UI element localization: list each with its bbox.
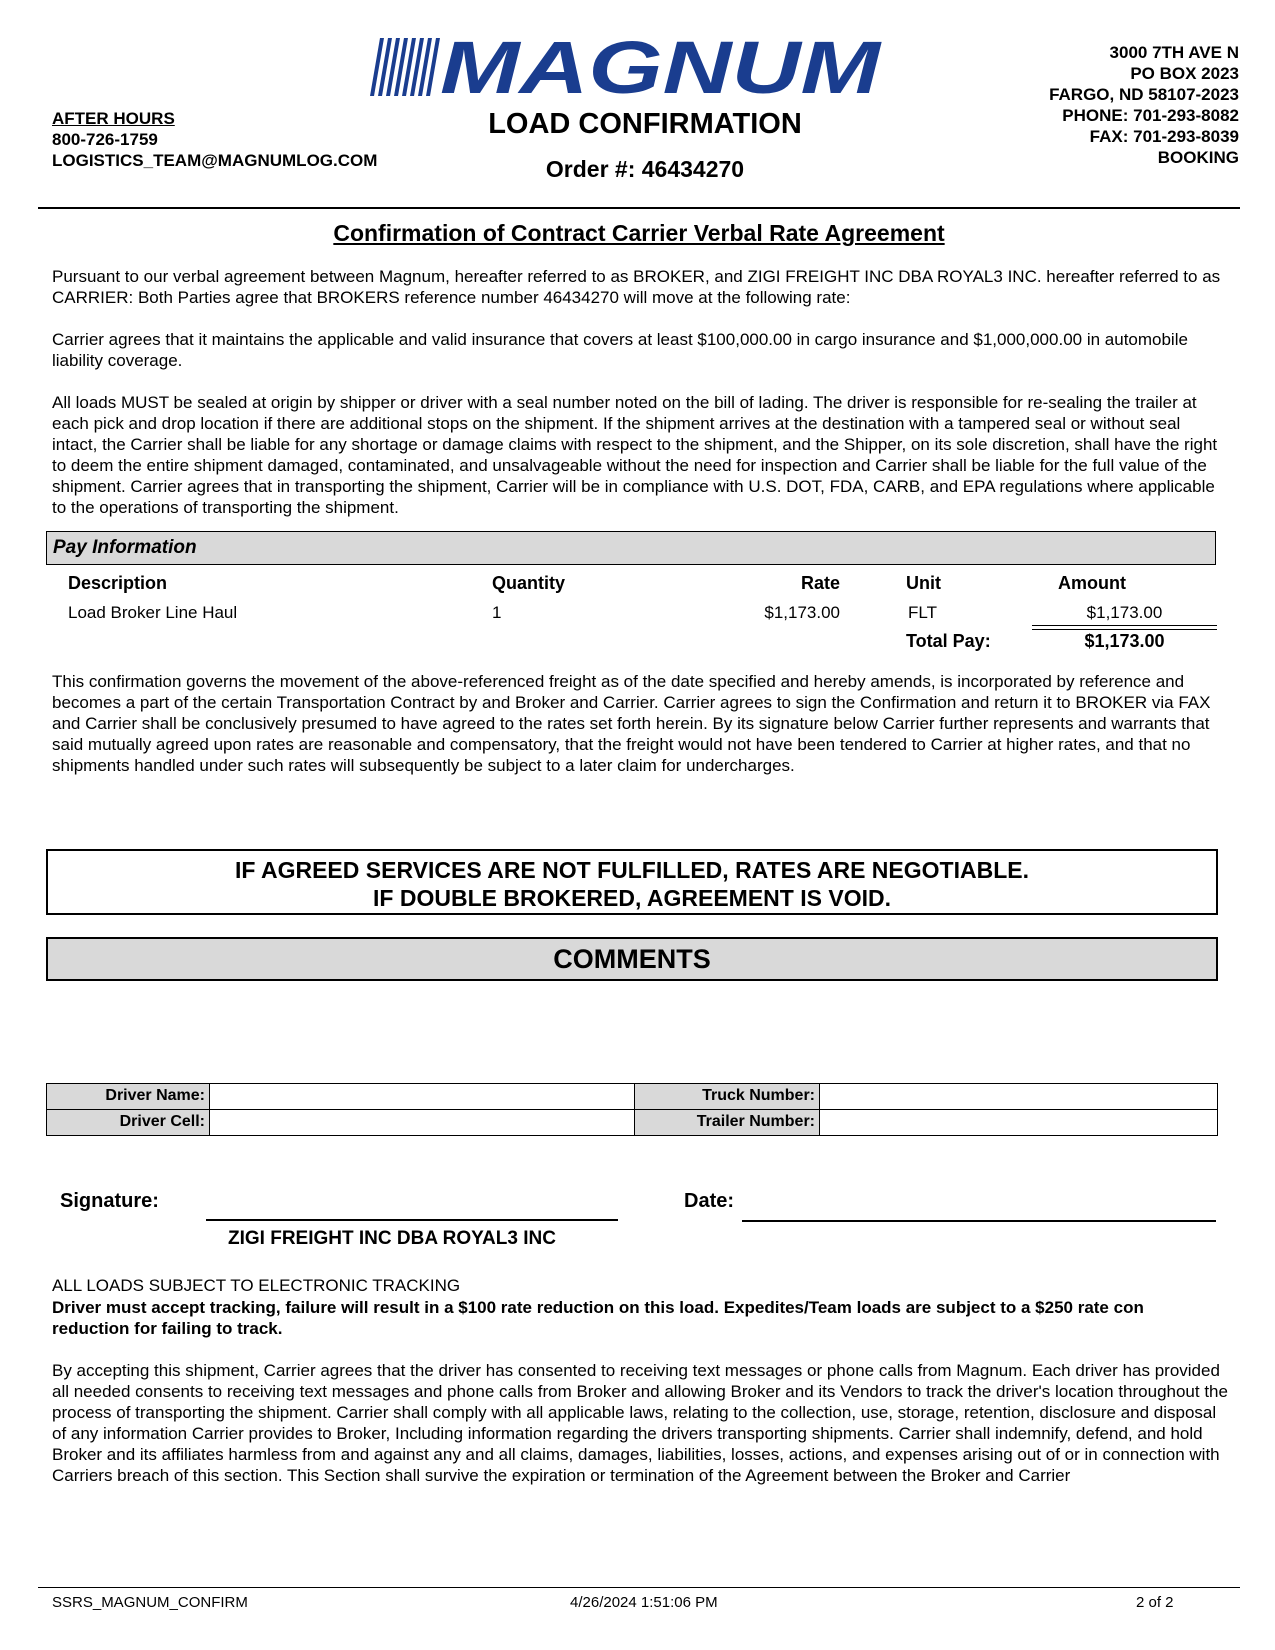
address-phone: PHONE: 701-293-8082	[1062, 106, 1239, 125]
driver-name-field[interactable]	[209, 1083, 635, 1110]
row-unit: FLT	[908, 603, 937, 622]
address-line: FARGO, ND 58107-2023	[1049, 85, 1239, 104]
comments-title: COMMENTS	[553, 944, 711, 974]
col-rate: Rate	[800, 573, 840, 593]
driver-name-label: Driver Name:	[46, 1083, 210, 1110]
trailer-number-label: Trailer Number:	[634, 1109, 820, 1136]
notice-line-2: IF DOUBLE BROKERED, AGREEMENT IS VOID.	[373, 885, 891, 911]
pay-information-header	[46, 531, 1216, 565]
col-description: Description	[68, 573, 168, 593]
logo-text: MAGNUM	[440, 38, 882, 96]
date-line[interactable]	[742, 1220, 1216, 1222]
after-hours-phone: 800-726-1759	[52, 130, 158, 149]
truck-number-label: Truck Number:	[634, 1083, 820, 1110]
trailer-number-field[interactable]	[819, 1109, 1218, 1136]
row-description: Load Broker Line Haul	[68, 603, 238, 622]
truck-number-field[interactable]	[819, 1083, 1218, 1110]
after-hours-label: AFTER HOURS	[52, 109, 175, 128]
col-quantity: Quantity	[492, 573, 566, 593]
notice-line-1: IF AGREED SERVICES ARE NOT FULFILLED, RATES ARE NEGOTIABLE.	[235, 857, 1029, 883]
address-fax: FAX: 701-293-8039	[1089, 127, 1239, 146]
report-name: SSRS_MAGNUM_CONFIRM	[52, 1594, 248, 1611]
col-amount: Amount	[1058, 573, 1126, 593]
col-unit: Unit	[906, 573, 941, 593]
insurance-paragraph: Carrier agrees that it maintains the applicable and valid insurance that covers at least $100,000.00 in cargo insurance and $1,000,000.00 in automobile liability coverage.	[52, 330, 1188, 370]
after-hours-email: LOGISTICS_TEAM@MAGNUMLOG.COM	[52, 151, 378, 170]
agreement-title: Confirmation of Contract Carrier Verbal Rate Agreement	[333, 220, 945, 246]
governs-paragraph: This confirmation governs the movement of the above-referenced freight as of the date specified and hereby amends, is incorporated by reference and becomes a part of the certain Transportation Contract by and Broker and Carrier. Carrier agrees to sign the Confirmation and return it to BROKER via FAX and Carrier shall be conclusively presumed to have agreed to the rates set forth herein. By its signature below Carrier further represents and warrants that said mutually agreed upon rates are reasonable and compensatory, that the freight would not have been tendered to Carrier at higher rates, and that no shipments handled under such rates will subsequently be subject to a later claim for undercharges.	[52, 672, 1211, 775]
address-line: 3000 7TH AVE N	[1109, 43, 1239, 62]
tracking-warning: Driver must accept tracking, failure will result in a $100 rate reduction on this load. Expedites/Team loads are subject to a $250 rate con reduction for failing to track.	[52, 1298, 1144, 1338]
address-line: PO BOX 2023	[1130, 64, 1239, 83]
carrier-name: ZIGI FREIGHT INC DBA ROYAL3 INC	[228, 1228, 556, 1249]
consent-paragraph: By accepting this shipment, Carrier agrees that the driver has consented to receiving text messages or phone calls from Magnum. Each driver has provided all needed consents to receiving text messages and phone calls from Broker and allowing Broker and its Vendors to track the driver's location throughout the process of transporting the shipment. Carrier shall comply with all applicable laws, relating to the collection, use, storage, retention, disclosure and disposal of any information Carrier provides to Broker, Including information regarding the drivers transporting shipments. Carrier shall indemnify, defend, and hold Broker and its affiliates harmless from and against any and all claims, damages, liabilities, losses, actions, and expenses arising out of or in connection with Carriers breach of this section. This Section shall survive the expiration or termination of the Agreement between the Broker and Carrier	[52, 1361, 1228, 1485]
total-double-rule	[1032, 625, 1217, 630]
signature-label: Signature:	[60, 1190, 159, 1212]
seal-paragraph: All loads MUST be sealed at origin by shipper or driver with a seal number noted on the bill of lading. The driver is responsible for re-sealing the trailer at each pick and drop location if there are additional stops on the shipment. If the shipment arrives at the destination with a tampered seal or without seal intact, the Carrier shall be liable for any shortage or damage claims with respect to the shipment, and the Shipper, on its sole discretion, shall have the right to deem the entire shipment damaged, contaminated, and unsalvageable without the need for inspection and Carrier shall be liable for the full value of the shipment. Carrier agrees that in transporting the shipment, Carrier will be in compliance with U.S. DOT, FDA, CARB, and EPA regulations where applicable to the operations of transporting the shipment.	[52, 393, 1218, 517]
date-label: Date:	[684, 1190, 735, 1212]
row-amount: $1,173.00	[1086, 603, 1163, 622]
agreement-paragraph: Pursuant to our verbal agreement between Magnum, hereafter referred to as BROKER, and ZIGI FREIGHT INC DBA ROYAL3 INC. hereafter referred to as CARRIER: Both Parties agree that BROKERS reference number 46434270 will move at the following rate:	[52, 267, 1221, 307]
print-timestamp: 4/26/2024 1:51:06 PM	[570, 1594, 718, 1611]
driver-cell-label: Driver Cell:	[46, 1109, 210, 1136]
page-title: LOAD CONFIRMATION	[488, 108, 802, 140]
header-divider	[38, 207, 1240, 209]
total-pay-label: Total Pay:	[906, 631, 991, 651]
total-pay-value: $1,173.00	[1084, 631, 1165, 651]
notice-box	[46, 849, 1218, 915]
pay-information-title: Pay Information	[53, 537, 197, 558]
signature-line[interactable]	[206, 1219, 618, 1221]
address-booking: BOOKING	[1157, 148, 1239, 167]
row-rate: $1,173.00	[764, 603, 840, 622]
tracking-title: ALL LOADS SUBJECT TO ELECTRONIC TRACKING	[52, 1276, 461, 1295]
after-hours-block	[52, 108, 377, 171]
driver-cell-field[interactable]	[209, 1109, 635, 1136]
comments-header	[46, 937, 1218, 981]
broker-address	[1049, 42, 1239, 168]
row-quantity: 1	[492, 603, 502, 622]
magnum-logo	[368, 38, 888, 96]
footer-divider	[38, 1587, 1240, 1588]
order-number: Order #: 46434270	[545, 156, 745, 182]
page-number: 2 of 2	[1136, 1594, 1174, 1611]
